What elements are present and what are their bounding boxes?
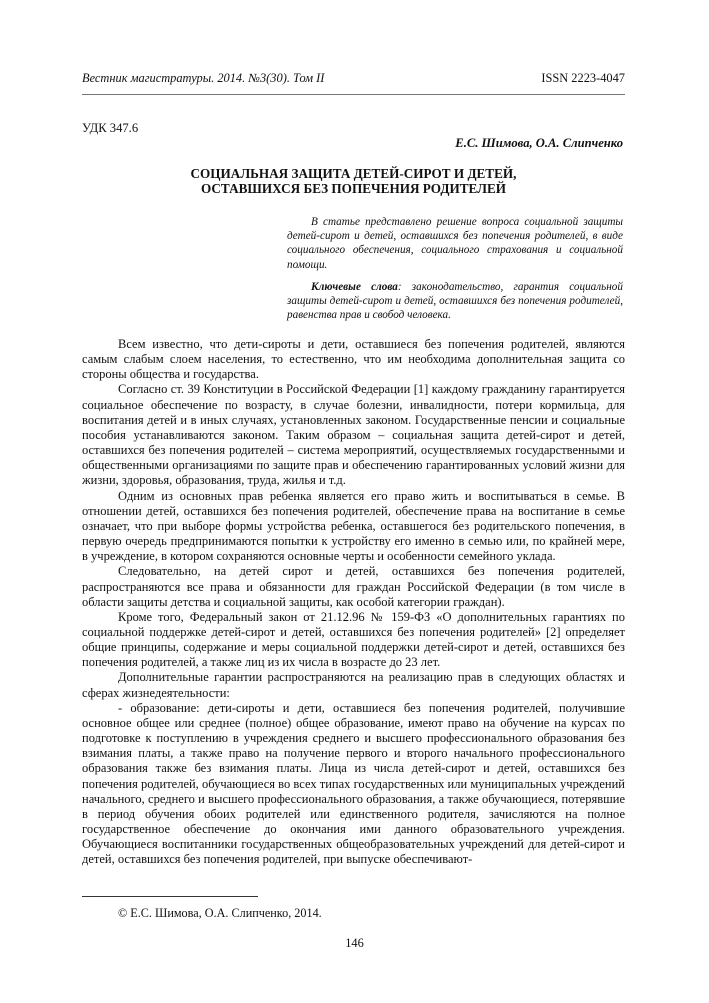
title-line-1: СОЦИАЛЬНАЯ ЗАЩИТА ДЕТЕЙ-СИРОТ И ДЕТЕЙ, <box>190 166 517 181</box>
page-number: 146 <box>345 936 364 950</box>
keywords-label: Ключевые слова <box>311 281 398 293</box>
abstract <box>287 215 623 272</box>
journal-header: Вестник магистратуры. 2014. №3(30). Том II <box>82 71 325 85</box>
issn-header: ISSN 2223-4047 <box>541 71 625 85</box>
article-title <box>82 166 625 197</box>
body-paragraph: Следовательно, на детей сирот и детей, оставшихся без попечения родителей, распространяются все права и обязанности для граждан Российской Федерации (в том числе в области защиты детства и социальной защиты, как особой категории граждан). <box>82 564 625 609</box>
keywords <box>287 280 623 323</box>
authors: Е.С. Шимова, О.А. Слипченко <box>455 136 623 150</box>
abstract-text: В статье представлено решение вопроса социальной защиты детей-сирот и детей, оставшихся без попечения родителей, в виде социального обеспечения, социального страхования и социальной помощи. <box>287 216 623 271</box>
body-paragraph: Всем известно, что дети-сироты и дети, оставшиеся без попечения родителей, являются самым слабым слоем населения, то естественно, что им необходима дополнительная защита со стороны общества и государства. <box>82 337 625 382</box>
body-paragraph: Дополнительные гарантии распространяются на реализацию прав в следующих областях и сферах жизнедеятельности: <box>82 670 625 700</box>
body-paragraph: Кроме того, Федеральный закон от 21.12.96 № 159-ФЗ «О дополнительных гарантиях по социальной поддержке детей-сирот и детей, оставшихся без попечения родителей» [2] определяет общие принципы, содержание и меры социальной поддержки детей-сирот и детей, оставшихся без попечения родителей, а также лиц из их числа в возрасте до 23 лет. <box>82 609 625 670</box>
body-paragraph: Согласно ст. 39 Конституции в Российской Федерации [1] каждому гражданину гарантируется социальное обеспечение по возрасту, в случае болезни, инвалидности, потери кормильца, для воспитания детей и в иных случаях, установленных законом. Государственные пенсии и социальные пособия устанавливаются законом. Таким образом – социальная защита детей-сирот и детей, оставшихся без попечения родителей – система мероприятий, осуществляемых государственными и общественными организациями по защите прав и обеспечению гарантированных условий жизни для жизни, здоровья, образования, труда, жилья и т.д. <box>82 382 625 488</box>
header-rule <box>82 94 625 95</box>
udk-code: УДК 347.6 <box>82 121 139 135</box>
article-body <box>82 337 625 867</box>
copyright-footnote: © Е.С. Шимова, О.А. Слипченко, 2014. <box>118 906 322 920</box>
body-paragraph: Одним из основных прав ребенка является его право жить и воспитываться в семье. В отношении детей, оставшихся без попечения родителей, обеспечение права на воспитание в семье означает, что при выборе формы устройства ребенка, оставшегося без родительского попечения, в первую очередь предпринимаются попытки к устройству его именно в семью или, по крайней мере, в учреждение, в котором сохраняются основные черты и особенности семейного уклада. <box>82 488 625 564</box>
keywords-text: : законодательство, гарантия социальной защиты детей-сирот и детей, оставшихся без попечения родителей, равенства прав и свобод человека. <box>287 281 623 322</box>
title-line-2: ОСТАВШИХСЯ БЕЗ ПОПЕЧЕНИЯ РОДИТЕЛЕЙ <box>200 181 507 197</box>
footnote-rule <box>82 896 258 897</box>
body-paragraph: - образование: дети-сироты и дети, оставшиеся без попечения родителей, получившие основное общее или среднее (полное) общее образование, имеют право на обучение на курсах по подготовке к поступлению в учреждения среднего и высшего профессионального образования без взимания платы, а также право на получение первого и второго начального профессионального образования также без взимания платы. Лица из числа детей-сирот и детей, оставшихся без попечения родителей, обучающиеся во всех типах государственных или муниципальных учреждений начального, среднего и высшего профессионального образования, а также обучающиеся, потерявшие в период обучения обоих родителей или единственного родителя, зачисляются на полное государственное обеспечение до окончания ими данного образовательного учреждения. Обучающиеся воспитанники государственных общеобразовательных учреждений для детей-сирот и детей, оставшихся без попечения родителей, при выпуске обеспечивают- <box>82 700 625 867</box>
